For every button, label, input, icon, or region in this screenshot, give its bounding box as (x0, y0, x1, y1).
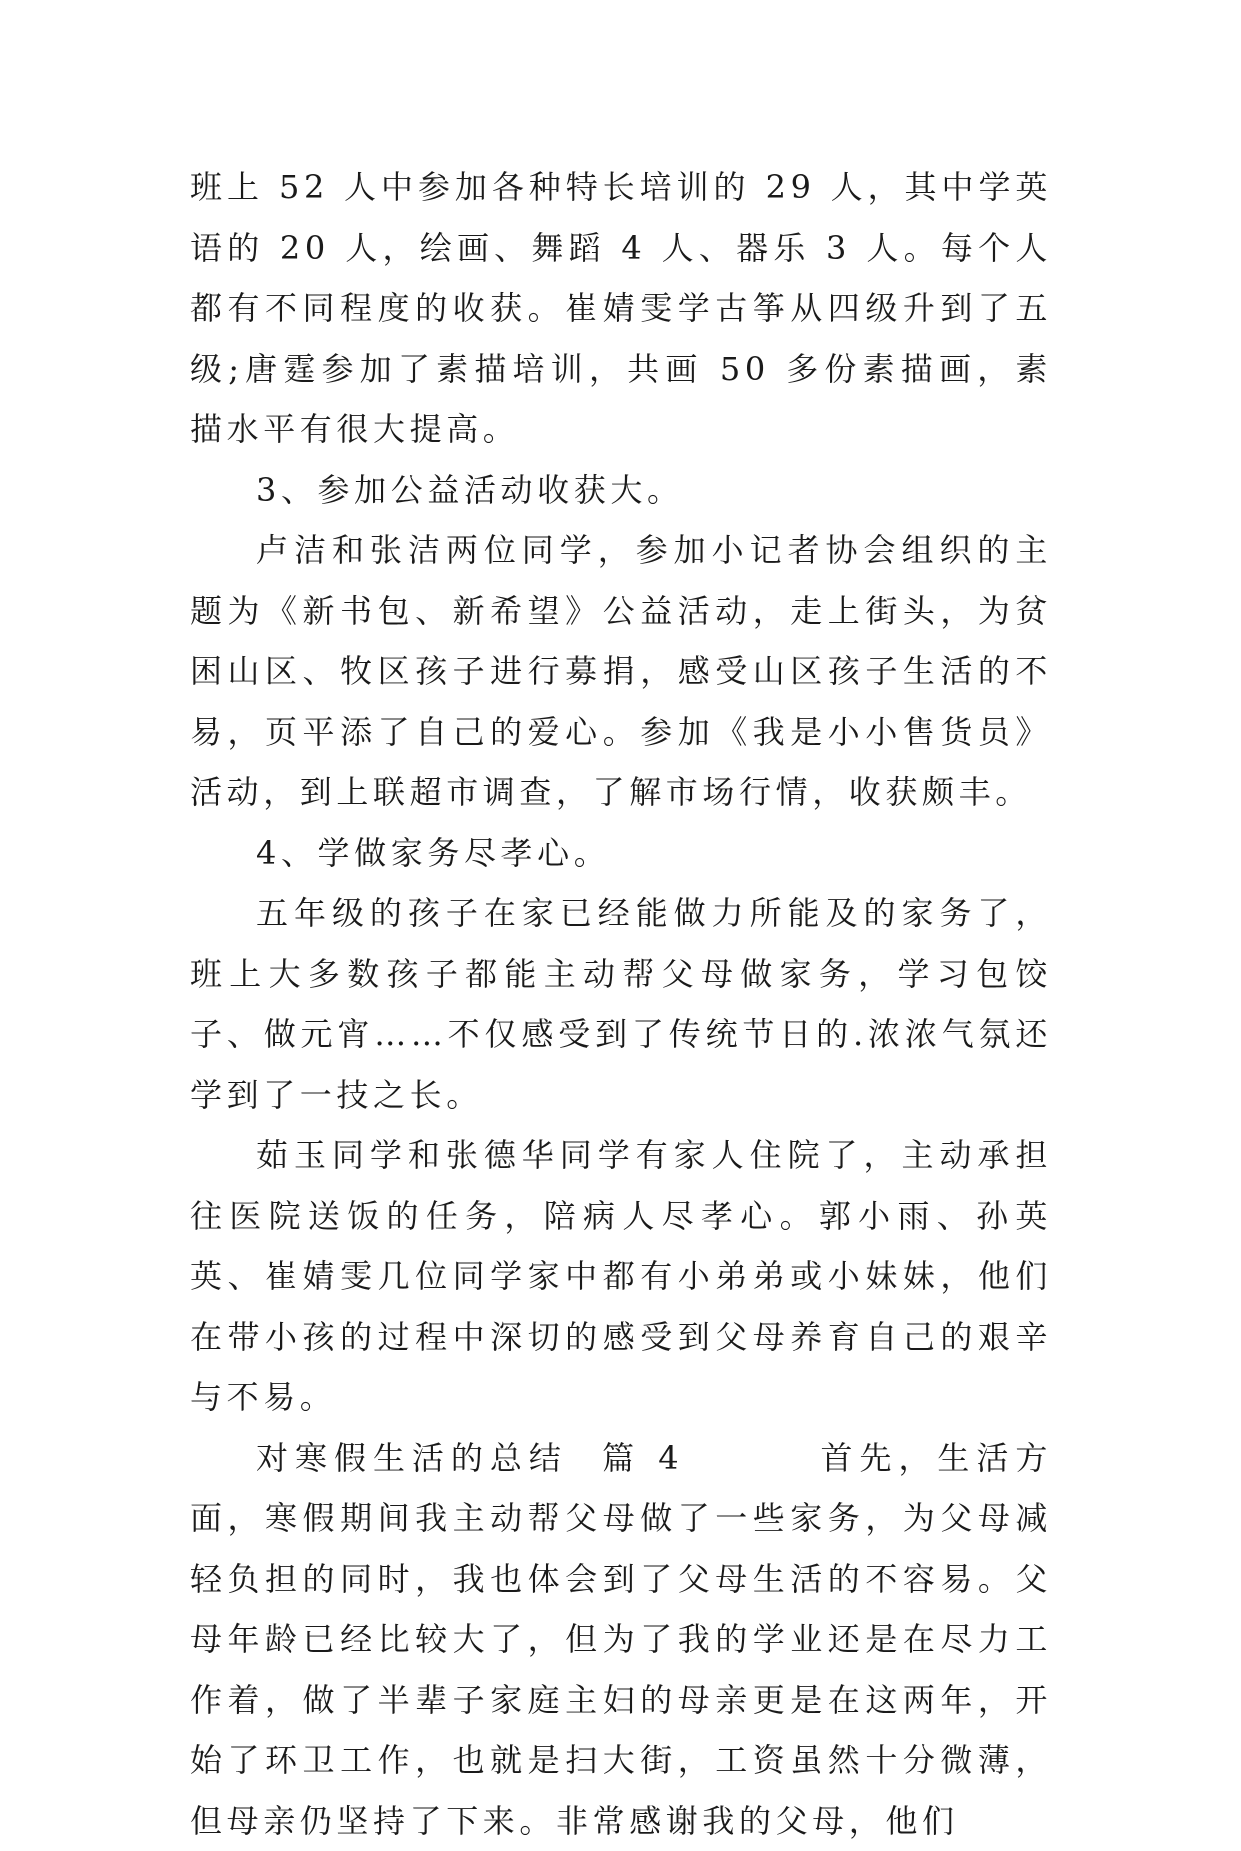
heading-public-welfare: 3、参加公益活动收获大。 (190, 460, 1052, 521)
document-page (190, 157, 1052, 1851)
paragraph-winter-summary: 对寒假生活的总结 篇 4 首先，生活方面，寒假期间我主动帮父母做了一些家务，为父母减轻负担的同时，我也体会到了父母生活的不容易。父母年龄已经比较大了，但为了我的学业还是在尽力工作着，做了半辈子家庭主妇的母亲更是在这两年，开始了环卫工作，也就是扫大街，工资虽然十分微薄，但母亲仍坚持了下来。非常感谢我的父母，他们 (190, 1428, 1052, 1851)
paragraph-public-welfare: 卢洁和张洁两位同学，参加小记者协会组织的主题为《新书包、新希望》公益活动，走上街头，为贫困山区、牧区孩子进行募捐，感受山区孩子生活的不易，页平添了自己的爱心。参加《我是小小售货员》活动，到上联超市调查，了解市场行情，收获颇丰。 (190, 520, 1052, 823)
paragraph-housework: 五年级的孩子在家已经能做力所能及的家务了，班上大多数孩子都能主动帮父母做家务，学习包饺子、做元宵……不仅感受到了传统节日的.浓浓气氛还学到了一技之长。 (190, 883, 1052, 1125)
paragraph-family-care: 茹玉同学和张德华同学有家人住院了，主动承担往医院送饭的任务，陪病人尽孝心。郭小雨、孙英英、崔婧雯几位同学家中都有小弟弟或小妹妹，他们在带小孩的过程中深切的感受到父母养育自己的艰辛与不易。 (190, 1125, 1052, 1428)
heading-housework: 4、学做家务尽孝心。 (190, 823, 1052, 884)
paragraph-special-training: 班上 52 人中参加各种特长培训的 29 人，其中学英语的 20 人，绘画、舞蹈 4 人、器乐 3 人。每个人都有不同程度的收获。崔婧雯学古筝从四级升到了五级;唐霆参加了素描培训，共画 50 多份素描画，素描水平有很大提高。 (190, 157, 1052, 460)
